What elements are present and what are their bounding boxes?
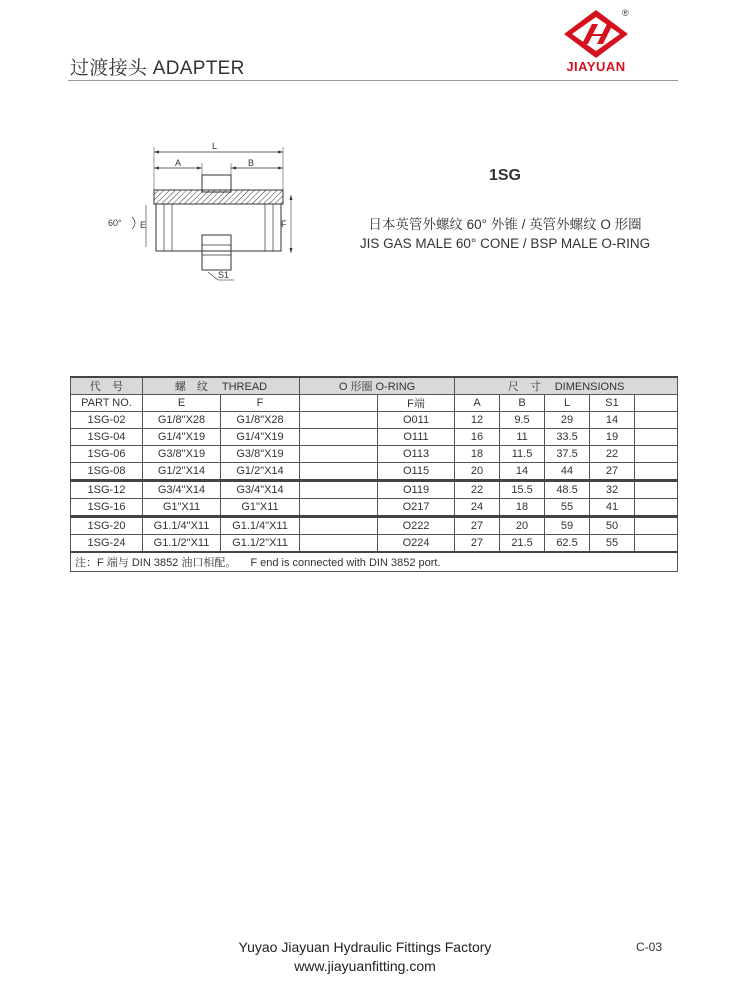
cell-a: 12 xyxy=(455,412,500,429)
cell-e: G3/4"X14 xyxy=(143,481,221,499)
cell-f: G1/8"X28 xyxy=(221,412,300,429)
cell-extra xyxy=(635,463,678,481)
cell-l: 37.5 xyxy=(545,446,590,463)
cell-extra xyxy=(635,446,678,463)
jiayuan-logo-mark xyxy=(562,8,630,60)
table-note xyxy=(71,552,678,572)
column-header-l: L xyxy=(545,395,590,412)
cell-e: G1.1/4"X11 xyxy=(143,517,221,535)
cell-blank xyxy=(300,499,378,517)
cell-blank xyxy=(300,446,378,463)
page-title: 过渡接头 ADAPTER xyxy=(70,58,245,79)
table-row xyxy=(71,429,678,446)
cell-part: 1SG-08 xyxy=(71,463,143,481)
registered-mark: ® xyxy=(622,8,629,18)
footer-website: www.jiayuanfitting.com xyxy=(294,958,436,974)
group-header-dimensions xyxy=(455,377,678,395)
cell-s1: 22 xyxy=(590,446,635,463)
cell-oring: O011 xyxy=(378,412,455,429)
cell-part: 1SG-06 xyxy=(71,446,143,463)
table-row xyxy=(71,517,678,535)
cell-blank xyxy=(300,429,378,446)
cell-s1: 41 xyxy=(590,499,635,517)
cell-blank xyxy=(300,412,378,429)
fitting-technical-drawing xyxy=(100,135,310,290)
cell-oring: O224 xyxy=(378,535,455,553)
cell-l: 59 xyxy=(545,517,590,535)
table-row xyxy=(71,412,678,429)
cell-part: 1SG-12 xyxy=(71,481,143,499)
cell-a: 18 xyxy=(455,446,500,463)
table-row xyxy=(71,446,678,463)
cell-extra xyxy=(635,499,678,517)
table-row xyxy=(71,463,678,481)
cell-part: 1SG-04 xyxy=(71,429,143,446)
cell-part: 1SG-16 xyxy=(71,499,143,517)
column-header-blank xyxy=(300,395,378,412)
cell-a: 27 xyxy=(455,517,500,535)
cell-a: 24 xyxy=(455,499,500,517)
table-row xyxy=(71,499,678,517)
column-header-b: B xyxy=(500,395,545,412)
dim-label-A: A xyxy=(175,158,182,168)
cell-e: G1/8"X28 xyxy=(143,412,221,429)
cell-s1: 50 xyxy=(590,517,635,535)
cell-oring: O113 xyxy=(378,446,455,463)
cell-extra xyxy=(635,412,678,429)
cell-b: 20 xyxy=(500,517,545,535)
cell-l: 48.5 xyxy=(545,481,590,499)
cell-oring: O111 xyxy=(378,429,455,446)
cell-s1: 14 xyxy=(590,412,635,429)
cell-l: 44 xyxy=(545,463,590,481)
cell-part: 1SG-20 xyxy=(71,517,143,535)
column-header-f-end: F端 xyxy=(378,395,455,412)
cell-oring: O119 xyxy=(378,481,455,499)
cell-a: 16 xyxy=(455,429,500,446)
cell-extra xyxy=(635,517,678,535)
specification-table xyxy=(70,376,678,572)
group-header-thread-en: THREAD xyxy=(221,381,268,393)
cell-extra xyxy=(635,429,678,446)
cell-oring: O217 xyxy=(378,499,455,517)
logo-text: JIAYUAN xyxy=(566,59,626,74)
header-divider xyxy=(68,80,678,81)
cell-f: G1.1/4"X11 xyxy=(221,517,300,535)
group-header-dim-en: DIMENSIONS xyxy=(554,381,625,393)
cell-l: 29 xyxy=(545,412,590,429)
dim-label-angle: 60° xyxy=(108,218,122,228)
jiayuan-logo xyxy=(558,8,634,78)
cell-b: 9.5 xyxy=(500,412,545,429)
cell-f: G1/4"X19 xyxy=(221,429,300,446)
table-group-header-row xyxy=(71,377,678,395)
cell-part: 1SG-24 xyxy=(71,535,143,553)
cell-blank xyxy=(300,463,378,481)
cell-b: 11 xyxy=(500,429,545,446)
cell-oring: O115 xyxy=(378,463,455,481)
cell-s1: 19 xyxy=(590,429,635,446)
cell-l: 55 xyxy=(545,499,590,517)
table-row xyxy=(71,481,678,499)
cell-e: G1"X11 xyxy=(143,499,221,517)
table-note-row xyxy=(71,552,678,572)
cell-f: G3/4"X14 xyxy=(221,481,300,499)
cell-part: 1SG-02 xyxy=(71,412,143,429)
page-number: C-03 xyxy=(636,940,663,954)
cell-f: G3/8"X19 xyxy=(221,446,300,463)
cell-b: 15.5 xyxy=(500,481,545,499)
cell-extra xyxy=(635,481,678,499)
description-english: JIS GAS MALE 60° CONE / BSP MALE O-RING xyxy=(359,236,651,251)
dim-label-S1: S1 xyxy=(218,270,230,280)
cell-blank xyxy=(300,517,378,535)
cell-f: G1.1/2"X11 xyxy=(221,535,300,553)
model-code: 1SG xyxy=(488,167,521,184)
group-header-code: 代 号 xyxy=(71,377,143,395)
table-row xyxy=(71,535,678,553)
dim-label-E: E xyxy=(140,220,147,230)
column-header-f: F xyxy=(221,395,300,412)
cell-blank xyxy=(300,481,378,499)
cell-extra xyxy=(635,535,678,553)
cell-l: 62.5 xyxy=(545,535,590,553)
note-english: F end is connected with DIN 3852 port. xyxy=(250,557,441,569)
cell-blank xyxy=(300,535,378,553)
cell-b: 21.5 xyxy=(500,535,545,553)
group-header-thread xyxy=(143,377,300,395)
dim-label-F: F xyxy=(281,219,287,229)
column-header-a: A xyxy=(455,395,500,412)
column-header-e: E xyxy=(143,395,221,412)
table-column-header-row xyxy=(71,395,678,412)
column-header-part: PART NO. xyxy=(71,395,143,412)
cell-s1: 55 xyxy=(590,535,635,553)
column-header-extra xyxy=(635,395,678,412)
cell-b: 18 xyxy=(500,499,545,517)
cell-b: 14 xyxy=(500,463,545,481)
cell-e: G1/4"X19 xyxy=(143,429,221,446)
group-header-dim-cn: 尺 寸 xyxy=(507,381,541,393)
cell-s1: 27 xyxy=(590,463,635,481)
column-header-s1: S1 xyxy=(590,395,635,412)
cell-b: 11.5 xyxy=(500,446,545,463)
cell-oring: O222 xyxy=(378,517,455,535)
cell-a: 20 xyxy=(455,463,500,481)
group-header-thread-cn: 螺 纹 xyxy=(174,381,208,393)
cell-f: G1"X11 xyxy=(221,499,300,517)
cell-e: G3/8"X19 xyxy=(143,446,221,463)
cell-e: G1.1/2"X11 xyxy=(143,535,221,553)
cell-a: 27 xyxy=(455,535,500,553)
dim-label-B: B xyxy=(248,158,255,168)
footer-company: Yuyao Jiayuan Hydraulic Fittings Factory xyxy=(238,939,492,955)
cell-a: 22 xyxy=(455,481,500,499)
cell-l: 33.5 xyxy=(545,429,590,446)
group-header-oring: O 形圈 O-RING xyxy=(300,377,455,395)
dim-label-L: L xyxy=(212,141,218,151)
description-chinese: 日本英管外螺纹 60° 外锥 / 英管外螺纹 O 形圈 xyxy=(368,217,642,232)
cell-s1: 32 xyxy=(590,481,635,499)
cell-f: G1/2"X14 xyxy=(221,463,300,481)
cell-e: G1/2"X14 xyxy=(143,463,221,481)
note-chinese: 注：F 端与 DIN 3852 油口相配。 xyxy=(75,557,237,569)
